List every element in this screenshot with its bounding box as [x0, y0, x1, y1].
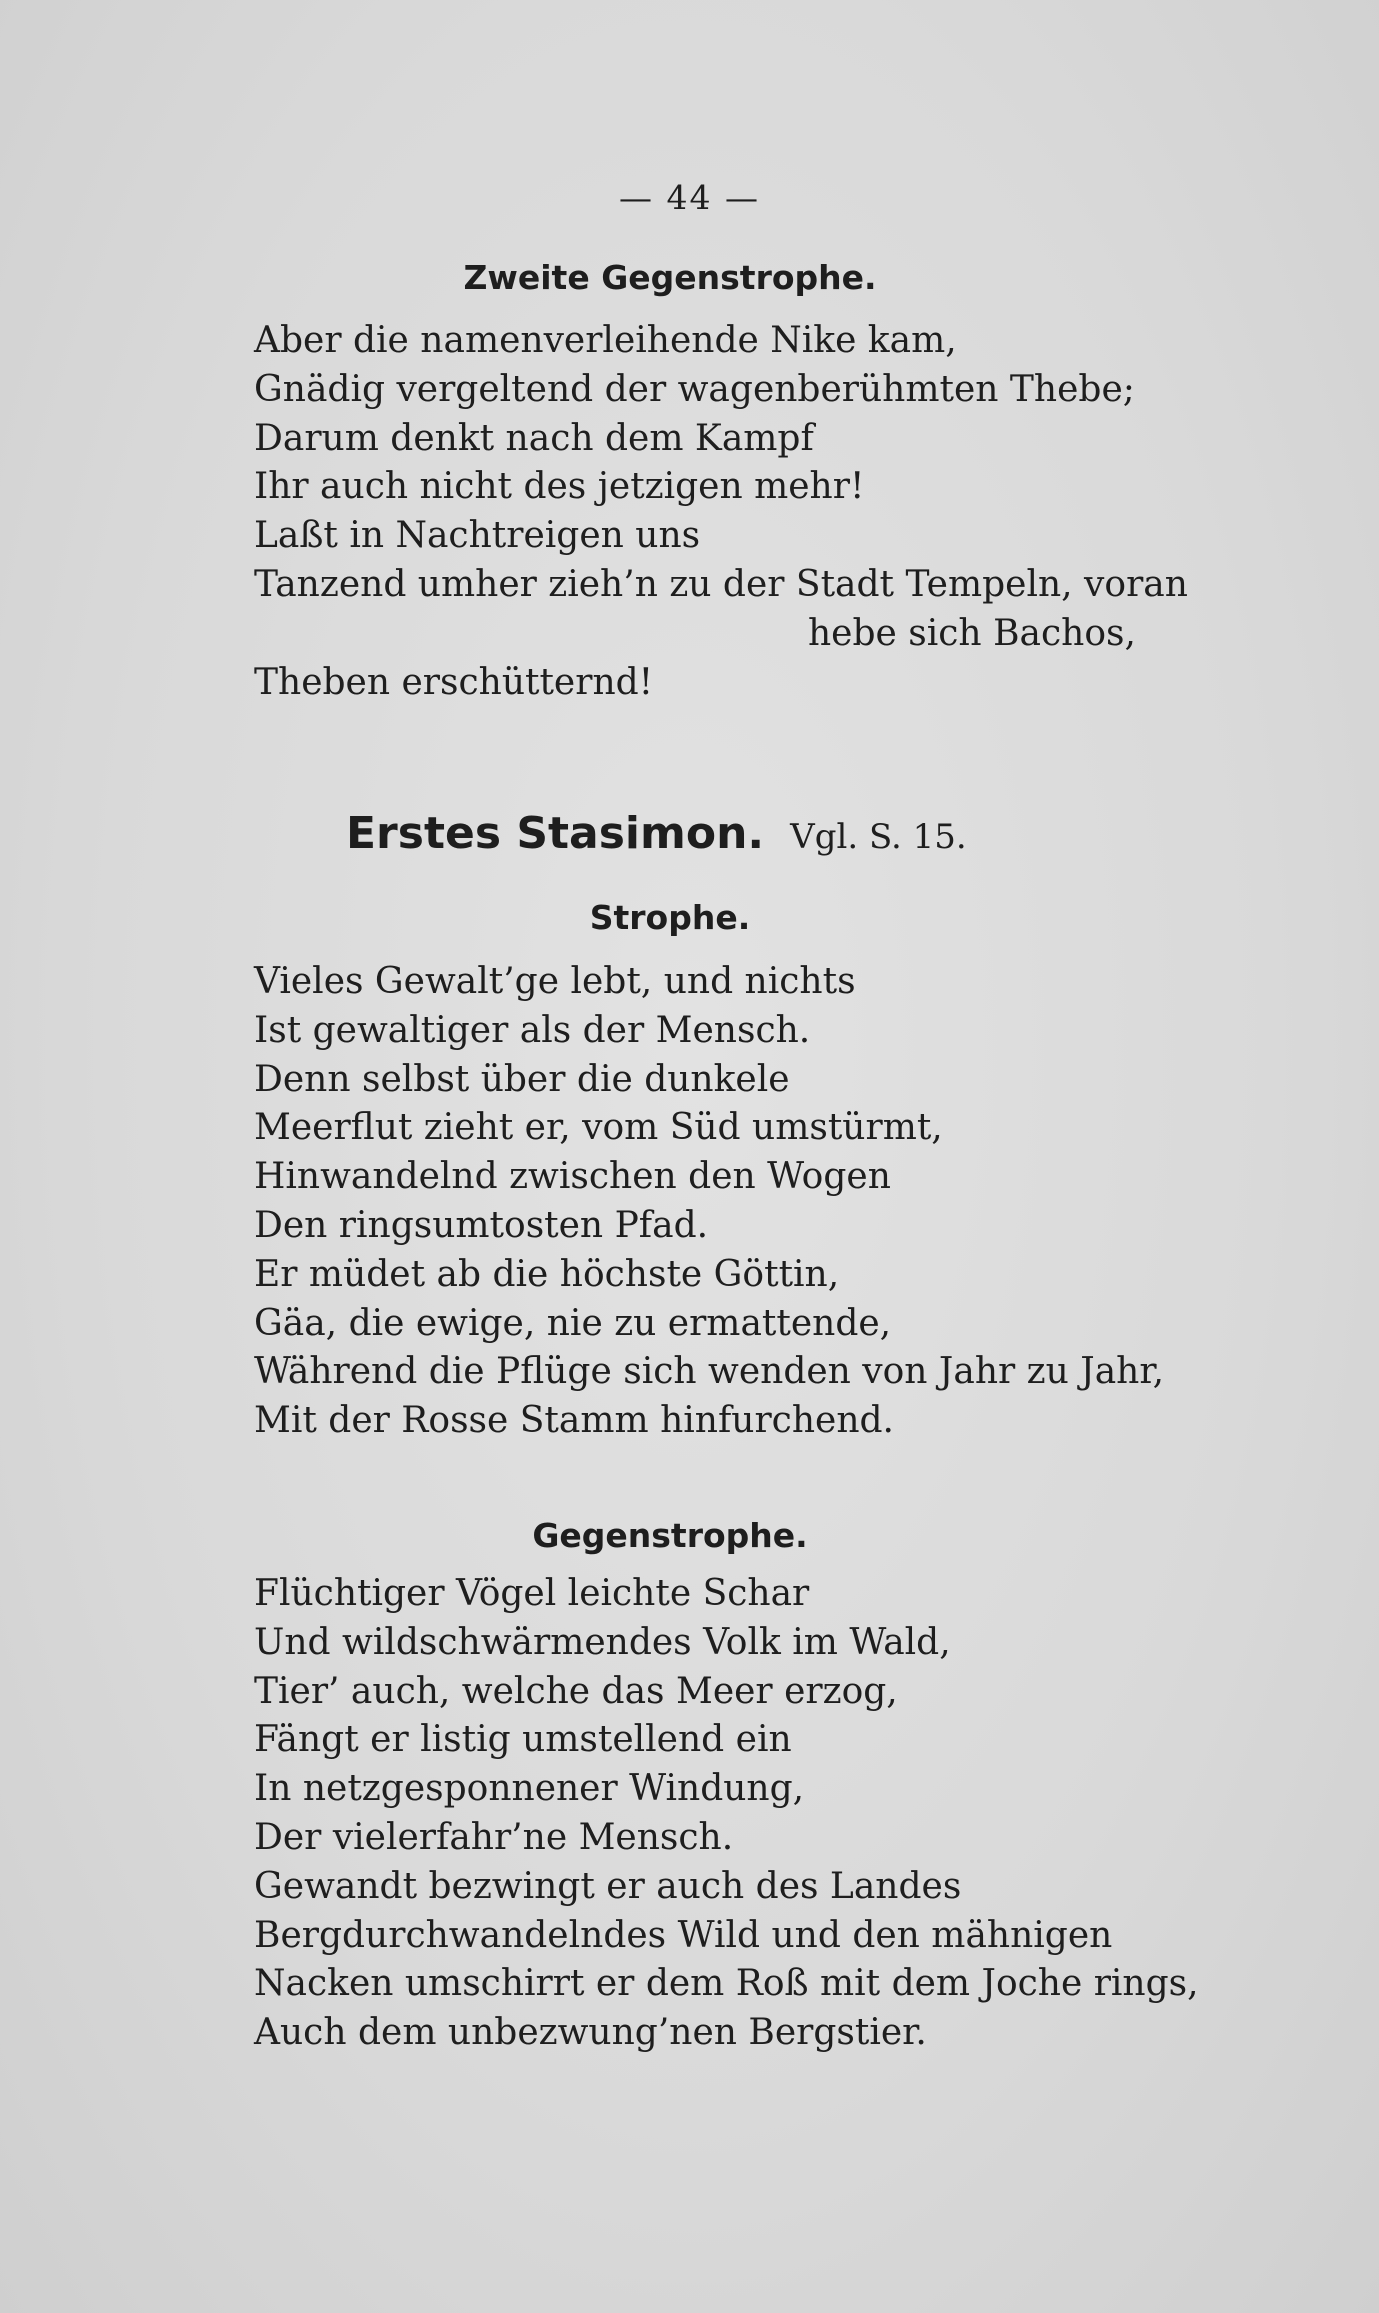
verse-line: Den ringsumtosten Pfad. [254, 1204, 709, 1246]
verse-line: Bergdurchwandelndes Wild und den mähnigen [254, 1914, 1113, 1956]
verse-line: Vieles Gewalt’ge lebt, und nichts [254, 961, 856, 1002]
section-title-main: Erstes Stasimon. [346, 808, 765, 859]
verse-line: Laßt in Nachtreigen uns [254, 515, 701, 557]
heading-strophe: Strophe. [589, 898, 751, 937]
verse-line: Der vielerfahr’ne Mensch. [254, 1816, 734, 1858]
verse-line: Nacken umschirrt er dem Roß mit dem Joche rings, [254, 1963, 1199, 2005]
verse-line: Meerflut zieht er, vom Süd umstürmt, [254, 1107, 943, 1149]
heading-zweite-gegenstrophe: Zweite Gegenstrophe. [463, 258, 877, 297]
verse-line: Er müdet ab die höchste Göttin, [254, 1253, 840, 1295]
heading-gegenstrophe: Gegenstrophe. [532, 1516, 808, 1555]
verse-line: Fängt er listig umstellend ein [254, 1719, 792, 1761]
verse-line: Und wildschwärmendes Volk im Wald, [254, 1621, 951, 1663]
verse-line: Auch dem unbezwung’nen Bergstier. [254, 2012, 927, 2054]
verse-line: Gewandt bezwingt er auch des Landes [254, 1865, 962, 1907]
verse-line: Gnädig vergeltend der wagenberühmten Thebe; [254, 368, 1135, 410]
verse-line: Ist gewaltiger als der Mensch. [254, 1009, 811, 1051]
verse-line: Theben erschütternd! [254, 661, 654, 703]
verse-line: Tanzend umher zieh’n zu der Stadt Tempeln, voran [254, 563, 1188, 605]
verse-line: hebe sich Bachos, [808, 612, 1136, 654]
verse-line: Denn selbst über die dunkele [254, 1058, 790, 1100]
verse-line: Flüchtiger Vögel leichte Schar [254, 1573, 810, 1614]
verse-line: Mit der Rosse Stamm hinfurchend. [254, 1400, 895, 1442]
stanza-gegenstrophe [254, 1570, 1254, 2058]
stanza-strophe [254, 958, 1254, 1446]
page-number: — 44 — [619, 178, 760, 217]
section-title [346, 808, 967, 859]
section-title-reference: Vgl. S. 15. [790, 817, 967, 857]
verse-line: Tier’ auch, welche das Meer erzog, [254, 1670, 898, 1712]
stanza-zweite-gegenstrophe [254, 317, 1254, 707]
verse-line: Ihr auch nicht des jetzigen mehr! [254, 466, 865, 508]
verse-line: Aber die namenverleihende Nike kam, [254, 320, 957, 361]
verse-line: Hinwandelnd zwischen den Wogen [254, 1156, 891, 1198]
verse-line: Gäa, die ewige, nie zu ermattende, [254, 1302, 892, 1344]
verse-line: Während die Pflüge sich wenden von Jahr zu Jahr, [254, 1351, 1165, 1393]
verse-line: In netzgesponnener Windung, [254, 1768, 805, 1810]
verse-line: Darum denkt nach dem Kampf [254, 417, 814, 459]
